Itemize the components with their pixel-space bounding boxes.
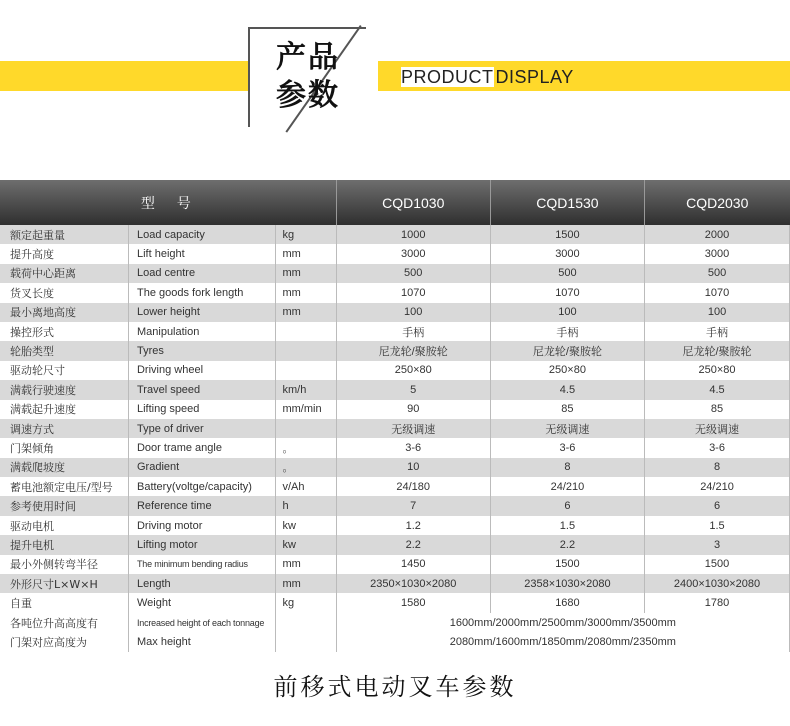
param-unit [276, 322, 336, 341]
param-value: 2358×1030×2080 [490, 574, 644, 593]
param-value: 6 [490, 496, 644, 515]
param-unit: mm [276, 283, 336, 302]
param-value: 1070 [336, 283, 490, 302]
param-unit: mm/min [276, 400, 336, 419]
param-value: 2000 [645, 225, 790, 244]
param-unit: kw [276, 535, 336, 554]
header-title-box [248, 27, 378, 137]
param-name-cn: 操控形式 [0, 322, 128, 341]
param-name-en: The minimum bending radius [128, 555, 276, 574]
param-unit: 。 [276, 458, 336, 477]
param-value: 1500 [490, 555, 644, 574]
table-row [0, 593, 790, 612]
param-value: 100 [645, 303, 790, 322]
table-row [0, 632, 790, 651]
param-value: 24/180 [336, 477, 490, 496]
param-value: 1070 [490, 283, 644, 302]
param-unit: 。 [276, 438, 336, 457]
product-word: PRODUCT [401, 67, 494, 87]
param-name-en: Lifting motor [128, 535, 276, 554]
param-unit [276, 361, 336, 380]
param-name-en: Door trame angle [128, 438, 276, 457]
table-row [0, 458, 790, 477]
param-name-cn: 门架对应高度为 [0, 632, 128, 651]
table-row [0, 283, 790, 302]
table-row [0, 555, 790, 574]
param-name-en: Length [128, 574, 276, 593]
table-row [0, 496, 790, 515]
param-unit: kg [276, 225, 336, 244]
param-value: 1500 [490, 225, 644, 244]
param-name-en: Lifting speed [128, 400, 276, 419]
param-value: 4.5 [490, 380, 644, 399]
param-name-en: Travel speed [128, 380, 276, 399]
param-name-cn: 额定起重量 [0, 225, 128, 244]
table-row [0, 341, 790, 360]
page-title-line2: 参数 [276, 78, 340, 113]
param-value: 8 [645, 458, 790, 477]
table-header-row [0, 180, 790, 225]
table-row [0, 244, 790, 263]
param-name-cn: 载荷中心距离 [0, 264, 128, 283]
param-value: 3-6 [645, 438, 790, 457]
param-value: 500 [645, 264, 790, 283]
table-row [0, 574, 790, 593]
param-value: 100 [490, 303, 644, 322]
param-value: 1070 [645, 283, 790, 302]
param-value: 无级调速 [490, 419, 644, 438]
param-unit [276, 613, 336, 632]
param-value: 1780 [645, 593, 790, 612]
param-name-cn: 满载行驶速度 [0, 380, 128, 399]
param-unit: kw [276, 516, 336, 535]
display-word: DISPLAY [495, 67, 574, 87]
param-value: 10 [336, 458, 490, 477]
param-unit: v/Ah [276, 477, 336, 496]
param-name-cn: 自重 [0, 593, 128, 612]
param-value: 无级调速 [645, 419, 790, 438]
param-value: 24/210 [490, 477, 644, 496]
param-name-en: Lift height [128, 244, 276, 263]
param-value: 手柄 [490, 322, 644, 341]
param-value: 5 [336, 380, 490, 399]
param-value: 1680 [490, 593, 644, 612]
param-value: 1.5 [490, 516, 644, 535]
param-value: 1450 [336, 555, 490, 574]
page-title [276, 39, 340, 115]
model-col-2: CQD1530 [490, 180, 644, 225]
param-name-cn: 各吨位升高高度有 [0, 613, 128, 632]
param-name-en: Load centre [128, 264, 276, 283]
table-row [0, 322, 790, 341]
param-name-cn: 提升高度 [0, 244, 128, 263]
param-name-en: Type of driver [128, 419, 276, 438]
param-unit: km/h [276, 380, 336, 399]
param-unit [276, 419, 336, 438]
model-header: 型 号 [0, 180, 336, 225]
param-value: 1.2 [336, 516, 490, 535]
param-value: 尼龙轮/聚胺轮 [490, 341, 644, 360]
frame-line-left [248, 27, 250, 127]
param-value: 250×80 [645, 361, 790, 380]
param-name-cn: 驱动电机 [0, 516, 128, 535]
param-name-cn: 门架倾角 [0, 438, 128, 457]
table-row [0, 361, 790, 380]
param-unit: kg [276, 593, 336, 612]
param-name-en: Weight [128, 593, 276, 612]
param-name-cn: 参考使用时间 [0, 496, 128, 515]
param-value: 8 [490, 458, 644, 477]
table-row [0, 225, 790, 244]
param-value: 3 [645, 535, 790, 554]
param-value: 3000 [645, 244, 790, 263]
param-value: 无级调速 [336, 419, 490, 438]
param-unit: mm [276, 264, 336, 283]
param-name-en: Lower height [128, 303, 276, 322]
table-row [0, 419, 790, 438]
param-name-en: Increased height of each tonnage [128, 613, 276, 632]
param-value: 3-6 [490, 438, 644, 457]
param-unit: mm [276, 574, 336, 593]
param-value: 500 [490, 264, 644, 283]
param-unit [276, 632, 336, 651]
param-value: 尼龙轮/聚胺轮 [645, 341, 790, 360]
param-name-cn: 最小离地高度 [0, 303, 128, 322]
param-name-cn: 满载爬坡度 [0, 458, 128, 477]
param-name-en: Battery(voltge/capacity) [128, 477, 276, 496]
table-row [0, 303, 790, 322]
param-name-cn: 轮胎类型 [0, 341, 128, 360]
param-name-cn: 提升电机 [0, 535, 128, 554]
param-value: 500 [336, 264, 490, 283]
param-name-cn: 外形尺寸L×W×H [0, 574, 128, 593]
footer-title: 前移式电动叉车参数 [273, 673, 517, 701]
product-display-heading [401, 67, 574, 88]
param-value: 2.2 [490, 535, 644, 554]
header-accent-bar [0, 61, 790, 91]
tonnage-heights: 1600mm/2000mm/2500mm/3000mm/3500mm [336, 613, 789, 632]
model-col-3: CQD2030 [645, 180, 790, 225]
param-value: 90 [336, 400, 490, 419]
table-row [0, 380, 790, 399]
param-name-cn: 最小外侧转弯半径 [0, 555, 128, 574]
param-value: 24/210 [645, 477, 790, 496]
table-row [0, 477, 790, 496]
param-value: 1500 [645, 555, 790, 574]
param-value: 7 [336, 496, 490, 515]
param-unit: mm [276, 555, 336, 574]
param-name-en: Load capacity [128, 225, 276, 244]
param-value: 3000 [336, 244, 490, 263]
param-name-en: Driving wheel [128, 361, 276, 380]
frame-line-top [248, 27, 366, 29]
page-title-line1: 产品 [276, 40, 340, 75]
param-value: 1000 [336, 225, 490, 244]
param-value: 1580 [336, 593, 490, 612]
param-value: 1.5 [645, 516, 790, 535]
param-value: 100 [336, 303, 490, 322]
param-name-cn: 驱动轮尺寸 [0, 361, 128, 380]
param-name-cn: 满载起升速度 [0, 400, 128, 419]
param-value: 85 [490, 400, 644, 419]
param-value: 2400×1030×2080 [645, 574, 790, 593]
tonnage-heights: 2080mm/1600mm/1850mm/2080mm/2350mm [336, 632, 789, 651]
param-name-cn: 调速方式 [0, 419, 128, 438]
param-value: 85 [645, 400, 790, 419]
param-unit [276, 341, 336, 360]
param-value: 6 [645, 496, 790, 515]
param-name-en: Max height [128, 632, 276, 651]
param-name-cn: 货叉长度 [0, 283, 128, 302]
table-row [0, 535, 790, 554]
param-unit: mm [276, 303, 336, 322]
param-value: 3-6 [336, 438, 490, 457]
param-unit: mm [276, 244, 336, 263]
table-row [0, 400, 790, 419]
param-name-en: The goods fork length [128, 283, 276, 302]
param-name-en: Tyres [128, 341, 276, 360]
table-row [0, 264, 790, 283]
spec-table [0, 180, 790, 652]
param-name-en: Gradient [128, 458, 276, 477]
param-unit: h [276, 496, 336, 515]
param-name-en: Manipulation [128, 322, 276, 341]
param-name-en: Driving motor [128, 516, 276, 535]
param-value: 手柄 [645, 322, 790, 341]
param-value: 尼龙轮/聚胺轮 [336, 341, 490, 360]
table-row [0, 613, 790, 632]
model-col-1: CQD1030 [336, 180, 490, 225]
param-value: 250×80 [490, 361, 644, 380]
param-value: 4.5 [645, 380, 790, 399]
param-value: 2.2 [336, 535, 490, 554]
param-name-en: Reference time [128, 496, 276, 515]
param-value: 手柄 [336, 322, 490, 341]
param-value: 250×80 [336, 361, 490, 380]
table-row [0, 516, 790, 535]
param-name-cn: 蓄电池额定电压/型号 [0, 477, 128, 496]
table-row [0, 438, 790, 457]
param-value: 3000 [490, 244, 644, 263]
param-value: 2350×1030×2080 [336, 574, 490, 593]
